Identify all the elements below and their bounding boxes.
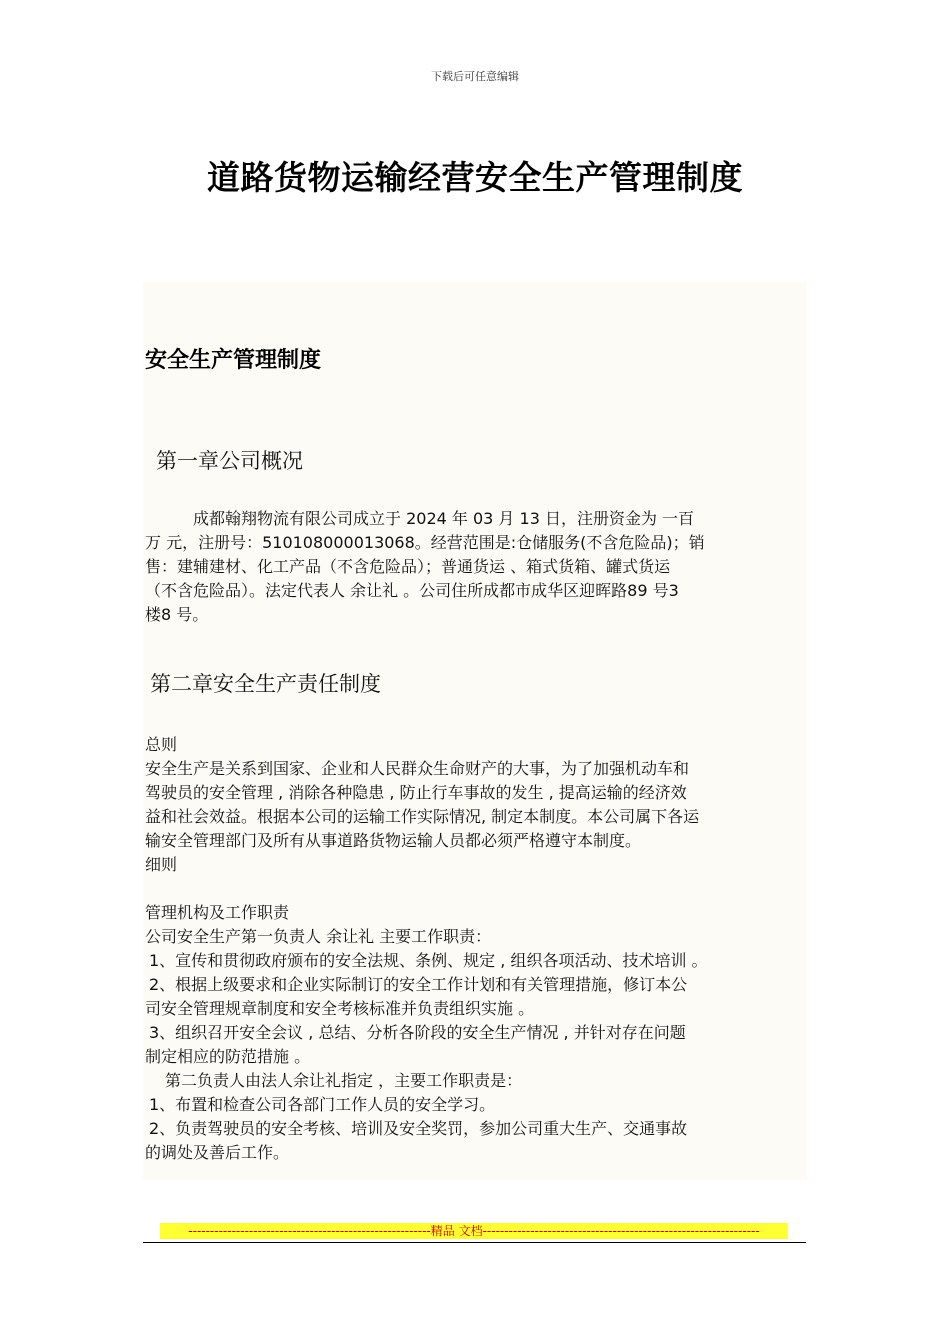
general-line: 益和社会效益。根据本公司的运输工作实际情况, 制定本制度。本公司属下各运 <box>145 807 700 826</box>
footer-rule <box>143 1242 806 1243</box>
paragraph-line: 成都翰翔物流有限公司成立于 2024 年 03 月 13 日，注册资金为 一百 <box>193 509 695 528</box>
duty-line: 3、组织召开安全会议 , 总结、分析各阶段的安全生产情况 , 并针对存在问题 <box>149 1023 686 1042</box>
duty-line: 2、负责驾驶员的安全考核、培训及安全奖罚，参加公司重大生产、交通事故 <box>149 1119 688 1138</box>
chapter-2-body <box>145 733 805 1165</box>
second-person-line: 第二负责人由法人余让礼指定 ，主要工作职责是： <box>165 1071 523 1090</box>
duty-line: 1、宣传和贯彻政府颁布的安全法规、条例、规定 , 组织各项活动、技术培训 。 <box>149 951 708 970</box>
first-person-line: 公司安全生产第一负责人 余让礼 主要工作职责： <box>145 927 492 946</box>
section-title: 安全生产管理制度 <box>145 348 322 373</box>
detail-label: 细则 <box>145 855 178 874</box>
paragraph-line: 售：建辅建材、化工产品（不含危险品）；普通货运 、箱式货箱、罐式货运 <box>145 557 671 576</box>
paragraph-line: 楼8 号。 <box>145 605 209 624</box>
blank-line <box>145 877 805 901</box>
header-note: 下载后可任意编辑 <box>431 70 519 83</box>
footer-banner: --------------------------------------------------------精品 文档---------------------------------------------------------------- <box>160 1223 788 1239</box>
document-title: 道路货物运输经营安全生产管理制度 <box>207 158 743 197</box>
general-label: 总则 <box>145 735 178 754</box>
duty-line: 制定相应的防范措施 。 <box>145 1047 311 1066</box>
duty-line: 2、根据上级要求和企业实际制订的安全工作计划和有关管理措施，修订本公 <box>149 975 688 994</box>
paragraph-line: （不含危险品）。法定代表人 余让礼 。公司住所成都市成华区迎晖路89 号3 <box>145 581 679 600</box>
paragraph-line: 万 元，注册号：510108000013068。经营范围是:仓储服务(不含危险品)；销 <box>145 533 705 552</box>
general-line: 输安全管理部门及所有从事道路货物运输人员都必须严格遵守本制度。 <box>145 831 642 850</box>
chapter-1-paragraph <box>145 507 805 627</box>
duty-line: 司安全管理规章制度和安全考核标准并负责组织实施 。 <box>145 999 535 1018</box>
duty-line: 的调处及善后工作。 <box>145 1143 290 1162</box>
chapter-2-heading: 第二章安全生产责任制度 <box>150 672 381 696</box>
chapter-1-heading: 第一章公司概况 <box>156 449 303 473</box>
general-line: 安全生产是关系到国家、企业和人民群众生命财产的大事，为了加强机动车和 <box>145 759 690 778</box>
org-label: 管理机构及工作职责 <box>145 903 290 922</box>
general-line: 驾驶员的安全管理 , 消除各种隐患 , 防止行车事故的发生 , 提高运输的经济效 <box>145 783 687 802</box>
duty-line: 1、布置和检查公司各部门工作人员的安全学习。 <box>149 1095 496 1114</box>
